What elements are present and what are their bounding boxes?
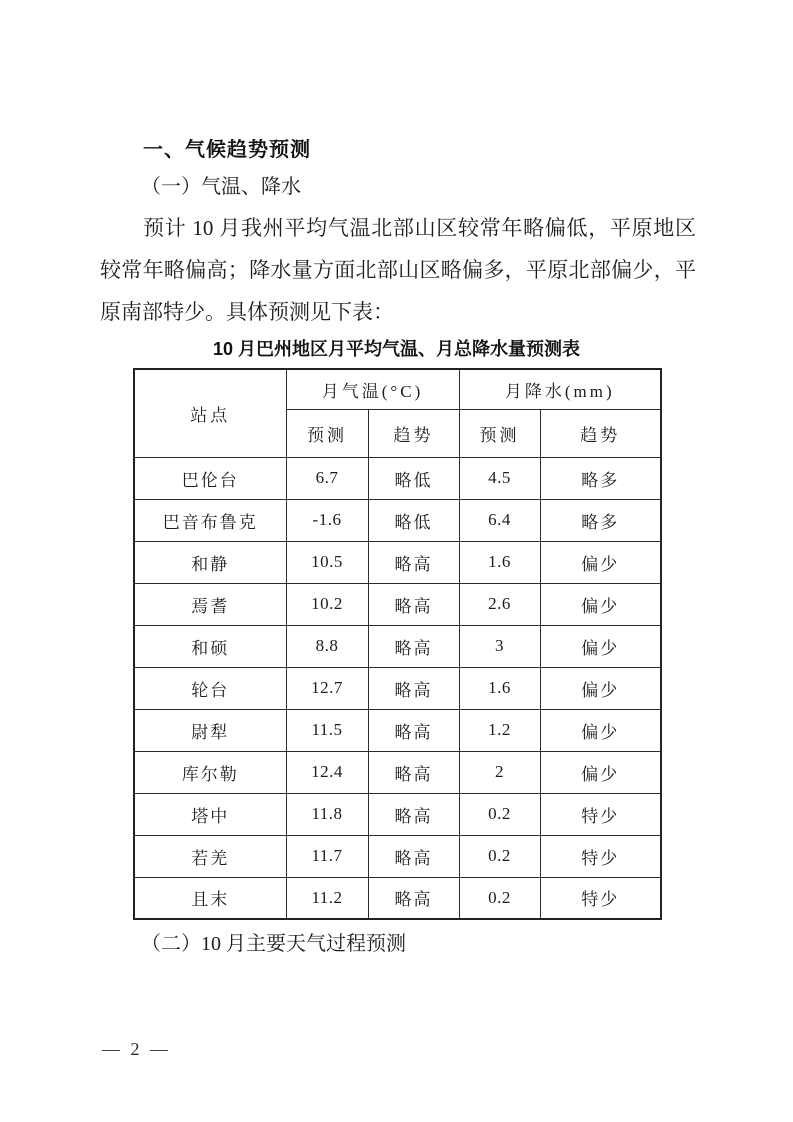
table-row bbox=[134, 583, 661, 625]
section-heading: 一、气候趋势预测 bbox=[143, 139, 311, 161]
table-header-precip-group: 月降水(mm) bbox=[459, 369, 661, 409]
header-precip-forecast: 预测 bbox=[459, 409, 540, 457]
cell-temp-trend: 略高 bbox=[368, 625, 459, 667]
cell-precip-trend: 特少 bbox=[540, 877, 661, 919]
cell-temp-forecast: 6.7 bbox=[286, 457, 368, 499]
table-header-row-groups bbox=[134, 369, 661, 409]
cell-precip-trend: 略多 bbox=[540, 457, 661, 499]
cell-precip-forecast: 2 bbox=[459, 751, 540, 793]
cell-temp-forecast: 11.7 bbox=[286, 835, 368, 877]
cell-temp-forecast: 10.2 bbox=[286, 583, 368, 625]
header-temp-forecast: 预测 bbox=[286, 409, 368, 457]
table-row bbox=[134, 625, 661, 667]
cell-temp-forecast: 8.8 bbox=[286, 625, 368, 667]
cell-precip-forecast: 2.6 bbox=[459, 583, 540, 625]
cell-precip-trend: 特少 bbox=[540, 793, 661, 835]
table-row bbox=[134, 709, 661, 751]
cell-temp-trend: 略高 bbox=[368, 751, 459, 793]
cell-temp-forecast: 12.7 bbox=[286, 667, 368, 709]
cell-precip-forecast: 6.4 bbox=[459, 499, 540, 541]
table-row bbox=[134, 541, 661, 583]
paragraph-line: 较常年略偏高；降水量方面北部山区略偏多，平原北部偏少，平 bbox=[100, 258, 696, 282]
cell-temp-trend: 略高 bbox=[368, 835, 459, 877]
header-precip-trend: 趋势 bbox=[540, 409, 661, 457]
header-temp-trend: 趋势 bbox=[368, 409, 459, 457]
cell-precip-trend: 特少 bbox=[540, 835, 661, 877]
cell-precip-forecast: 4.5 bbox=[459, 457, 540, 499]
table-row bbox=[134, 835, 661, 877]
cell-station: 和静 bbox=[134, 541, 286, 583]
cell-precip-forecast: 3 bbox=[459, 625, 540, 667]
cell-precip-forecast: 1.6 bbox=[459, 541, 540, 583]
table-row bbox=[134, 751, 661, 793]
table-title: 10 月巴州地区月平均气温、月总降水量预测表 bbox=[212, 339, 581, 359]
cell-precip-trend: 偏少 bbox=[540, 541, 661, 583]
cell-precip-forecast: 1.6 bbox=[459, 667, 540, 709]
cell-temp-forecast: 12.4 bbox=[286, 751, 368, 793]
cell-station: 焉耆 bbox=[134, 583, 286, 625]
cell-station: 尉犁 bbox=[134, 709, 286, 751]
cell-temp-trend: 略高 bbox=[368, 877, 459, 919]
cell-station: 和硕 bbox=[134, 625, 286, 667]
cell-temp-forecast: 11.5 bbox=[286, 709, 368, 751]
table-row bbox=[134, 667, 661, 709]
table-row bbox=[134, 793, 661, 835]
cell-temp-forecast: 11.8 bbox=[286, 793, 368, 835]
cell-station: 巴音布鲁克 bbox=[134, 499, 286, 541]
table-row bbox=[134, 499, 661, 541]
cell-station: 若羌 bbox=[134, 835, 286, 877]
body-paragraph bbox=[100, 207, 696, 333]
cell-station: 轮台 bbox=[134, 667, 286, 709]
cell-temp-trend: 略低 bbox=[368, 499, 459, 541]
cell-station: 且末 bbox=[134, 877, 286, 919]
cell-station: 库尔勒 bbox=[134, 751, 286, 793]
table-header-temp-group: 月气温(°C) bbox=[286, 369, 459, 409]
cell-precip-forecast: 1.2 bbox=[459, 709, 540, 751]
cell-precip-forecast: 0.2 bbox=[459, 793, 540, 835]
forecast-table bbox=[133, 368, 662, 920]
paragraph-line: 预计 10 月我州平均气温北部山区较常年略偏低，平原地区 bbox=[143, 216, 696, 240]
table-header-station: 站点 bbox=[134, 369, 286, 457]
subsection-heading-2: （二）10 月主要天气过程预测 bbox=[141, 933, 406, 955]
cell-station: 巴伦台 bbox=[134, 457, 286, 499]
table-row bbox=[134, 457, 661, 499]
cell-temp-trend: 略高 bbox=[368, 709, 459, 751]
cell-station: 塔中 bbox=[134, 793, 286, 835]
cell-precip-trend: 偏少 bbox=[540, 667, 661, 709]
cell-temp-trend: 略高 bbox=[368, 667, 459, 709]
cell-temp-forecast: 11.2 bbox=[286, 877, 368, 919]
cell-precip-trend: 偏少 bbox=[540, 625, 661, 667]
page-number: — 2 — bbox=[102, 1039, 171, 1059]
cell-precip-trend: 偏少 bbox=[540, 583, 661, 625]
cell-precip-trend: 略多 bbox=[540, 499, 661, 541]
cell-precip-trend: 偏少 bbox=[540, 751, 661, 793]
cell-temp-trend: 略高 bbox=[368, 541, 459, 583]
cell-temp-trend: 略高 bbox=[368, 793, 459, 835]
table-row bbox=[134, 877, 661, 919]
paragraph-line: 原南部特少。具体预测见下表： bbox=[100, 300, 394, 324]
cell-temp-trend: 略高 bbox=[368, 583, 459, 625]
cell-temp-trend: 略低 bbox=[368, 457, 459, 499]
cell-precip-trend: 偏少 bbox=[540, 709, 661, 751]
cell-temp-forecast: 10.5 bbox=[286, 541, 368, 583]
cell-precip-forecast: 0.2 bbox=[459, 877, 540, 919]
cell-precip-forecast: 0.2 bbox=[459, 835, 540, 877]
cell-temp-forecast: -1.6 bbox=[286, 499, 368, 541]
subsection-heading-1: （一）气温、降水 bbox=[141, 176, 301, 198]
